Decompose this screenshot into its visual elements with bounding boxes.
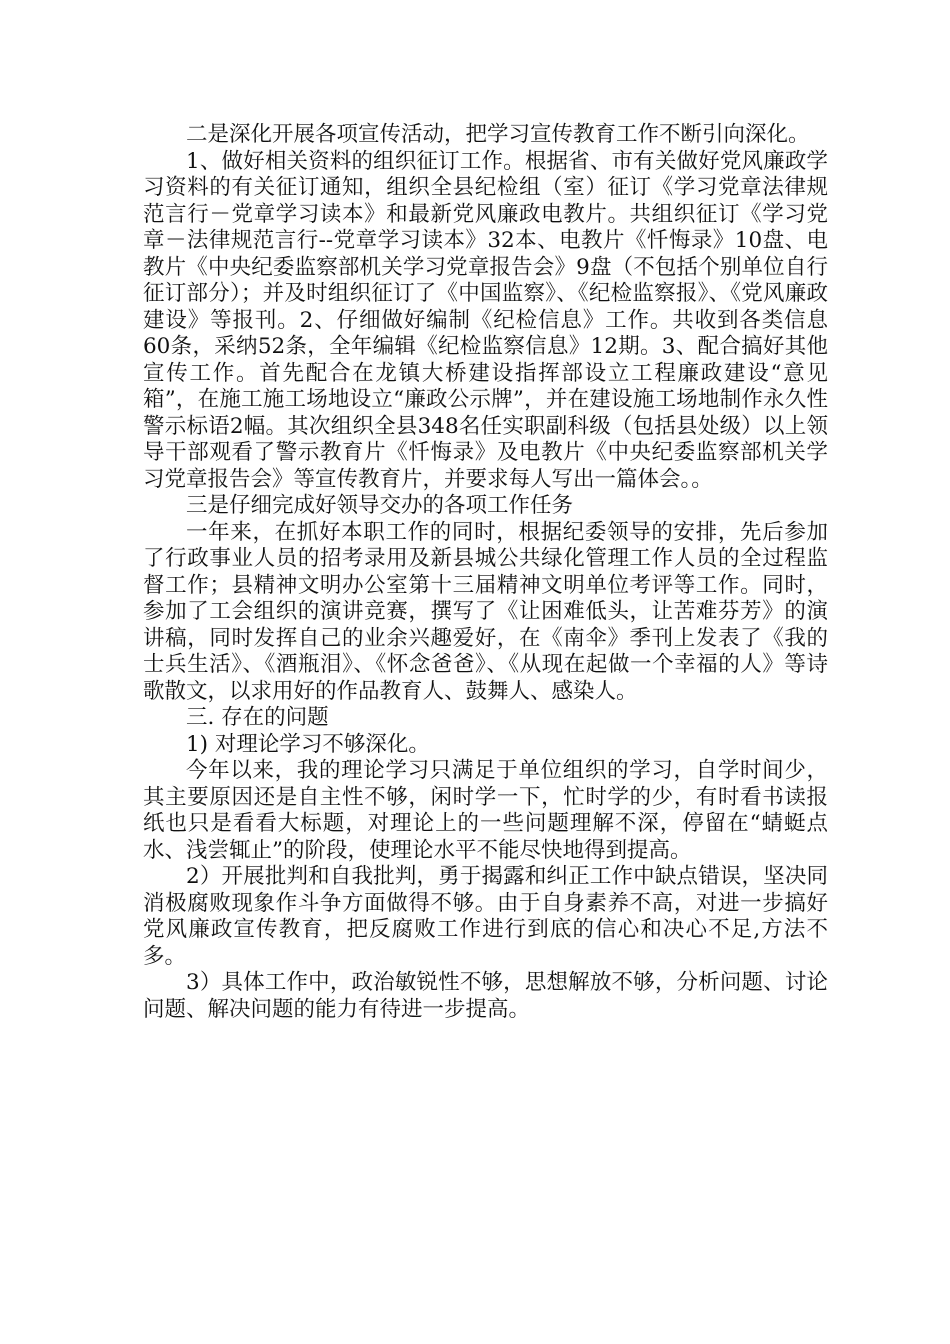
paragraph-publicity-activities: 二是深化开展各项宣传活动，把学习宣传教育工作不断引向深化。 [186, 122, 810, 147]
section-heading-problems: 三. 存在的问题 [186, 705, 329, 730]
problem-item-1-body: 今年以来，我的理论学习只满足于单位组织的学习，自学时间少，其主要原因还是自主性不够，闲时学一下，忙时学的少，有时看书读报纸也只是看看大标题，对理论上的一些问题理解不深，停留在“蜻蜓点水、浅尝辄止”的阶段，使理论水平不能尽快地得到提高。 [143, 758, 828, 863]
problem-item-2: 2）开展批判和自我批判，勇于揭露和纠正工作中缺点错误，坚决同消极腐败现象作斗争方面做得不够。由于自身素养不高，对进一步搞好党风廉政宣传教育，把反腐败工作进行到底的信心和决心不足,方法不多。 [143, 864, 828, 969]
paragraph-materials-subscription: 1、做好相关资料的组织征订工作。根据省、市有关做好党风廉政学习资料的有关征订通知，组织全县纪检组（室）征订《学习党章法律规范言行－党章学习读本》和最新党风廉政电教片。共组织征订《学习党章－法律规范言行--党章学习读本》32本、电教片《忏悔录》10盘、电教片《中央纪委监察部机关学习党章报告会》9盘（不包括个别单位自行征订部分）；并及时组织征订了《中国监察》、《纪检监察报》、《党风廉政建设》等报刊。2、仔细做好编制《纪检信息》工作。共收到各类信息60条，采纳52条，全年编辑《纪检监察信息》12期。3、配合搞好其他宣传工作。首先配合在龙镇大桥建设指挥部设立工程廉政建设“意见箱”，在施工施工场地设立“廉政公示牌”，并在建设施工场地制作永久性警示标语2幅。其次组织全县348名任实职副科级（包括县处级）以上领导干部观看了警示教育片《忏悔录》及电教片《中央纪委监察部机关学习党章报告会》等宣传教育片，并要求每人写出一篇体会。。 [143, 148, 828, 492]
document-body [143, 122, 828, 1023]
problem-item-3: 3）具体工作中，政治敏锐性不够，思想解放不够，分析问题、讨论问题、解决问题的能力有待进一步提高。 [143, 970, 828, 1022]
problem-item-1-heading: 1) 对理论学习不够深化。 [186, 731, 430, 757]
paragraph-year-review: 一年来，在抓好本职工作的同时，根据纪委领导的安排，先后参加了行政事业人员的招考录用及新县城公共绿化管理工作人员的全过程监督工作；县精神文明办公室第十三届精神文明单位考评等工作。同时，参加了工会组织的演讲竞赛，撰写了《让困难低头，让苦难芬芳》的演讲稿，同时发挥自己的业余兴趣爱好，在《南伞》季刊上发表了《我的士兵生活》、《酒瓶泪》、《怀念爸爸》、《从现在起做一个幸福的人》等诗歌散文，以求用好的作品教育人、鼓舞人、感染人。 [143, 519, 828, 704]
paragraph-assigned-tasks-heading: 三是仔细完成好领导交办的各项工作任务 [186, 493, 574, 518]
